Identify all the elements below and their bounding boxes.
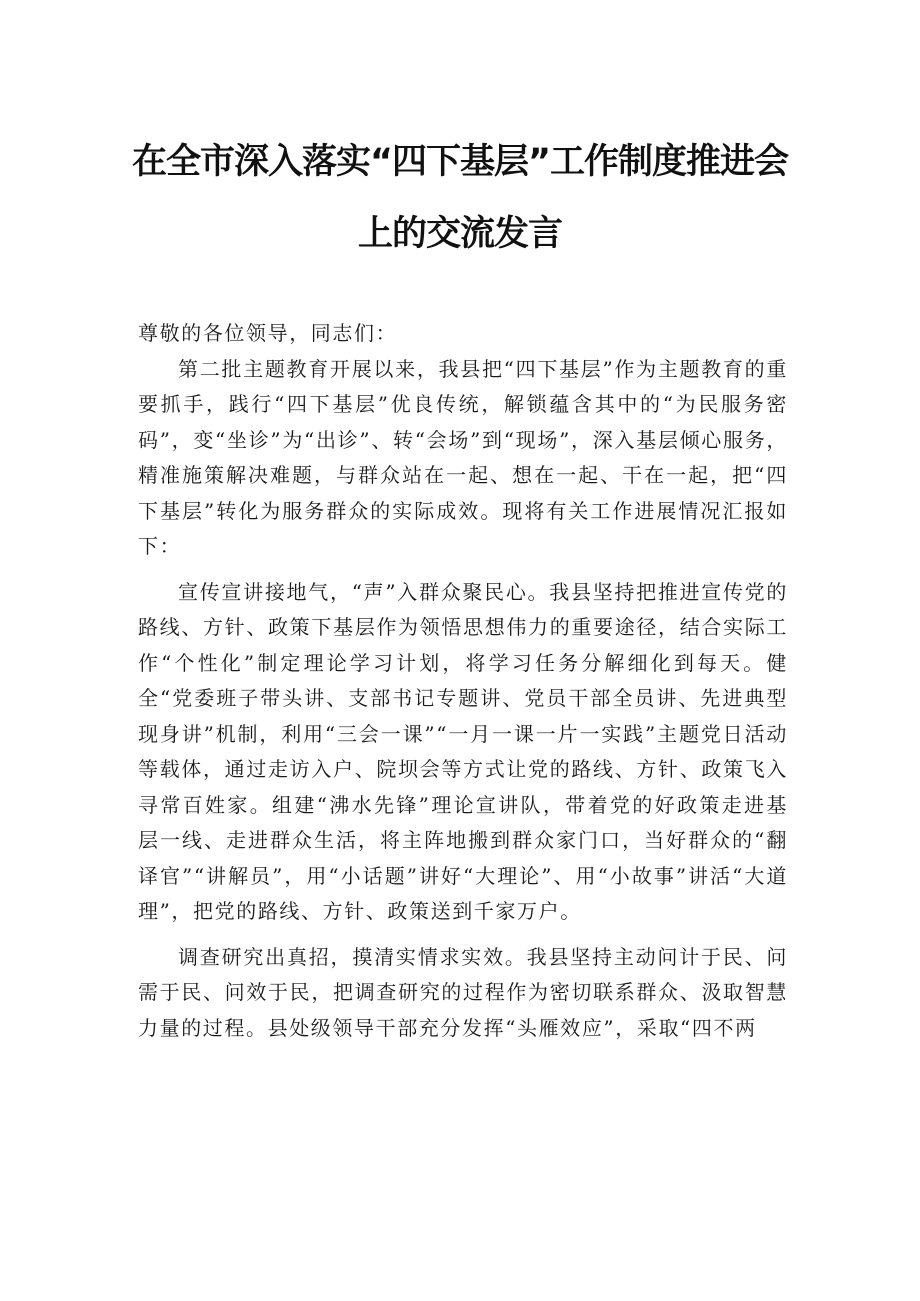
document-title-line-1: 在全市深入落实“四下基层”工作制度推进会 (131, 142, 788, 182)
paragraph-publicity: 宣传宣讲接地气，“声”入群众聚民心。我县坚持把推进宣传党的路线、方针、政策下基层作为领悟思想伟力的重要途径，结合实际工作“个性化”制定理论学习计划，将学习任务分解细化到每天。健全“党委班子带头讲、支部书记专题讲、党员干部全员讲、先进典型现身讲”机制，利用“三会一课”“一月一课一片一实践”主题党日活动等载体，通过走访入户、院坝会等方式让党的路线、方针、政策飞入寻常百姓家。组建“沸水先锋”理论宣讲队，带着党的好政策走进基层一线、走进群众生活，将主阵地搬到群众家门口，当好群众的“翻译官”“讲解员”，用“小话题”讲好“大理论”、用“小故事”讲活“大道理”，把党的路线、方针、政策送到千家万户。 (138, 579, 788, 923)
paragraph-research: 调查研究出真招，摸清实情求实效。我县坚持主动问计于民、问需于民、问效于民，把调查研究的过程作为密切联系群众、汲取智慧力量的过程。县处级领导干部充分发挥“头雁效应”，采取“四不两 (138, 944, 788, 1040)
document-title-line-2: 上的交流发言 (357, 214, 562, 254)
greeting: 尊敬的各位领导，同志们： (138, 321, 398, 345)
paragraph-intro: 第二批主题教育开展以来，我县把“四下基层”作为主题教育的重要抓手，践行“四下基层”优良传统，解锁蕴含其中的“为民服务密码”，变“坐诊”为“出诊”、转“会场”到“现场”，深入基层倾心服务，精准施策解决难题，与群众站在一起、想在一起、干在一起，把“四下基层”转化为服务群众的实际成效。现将有关工作进展情况汇报如下： (138, 356, 788, 558)
document-body (138, 316, 788, 1046)
